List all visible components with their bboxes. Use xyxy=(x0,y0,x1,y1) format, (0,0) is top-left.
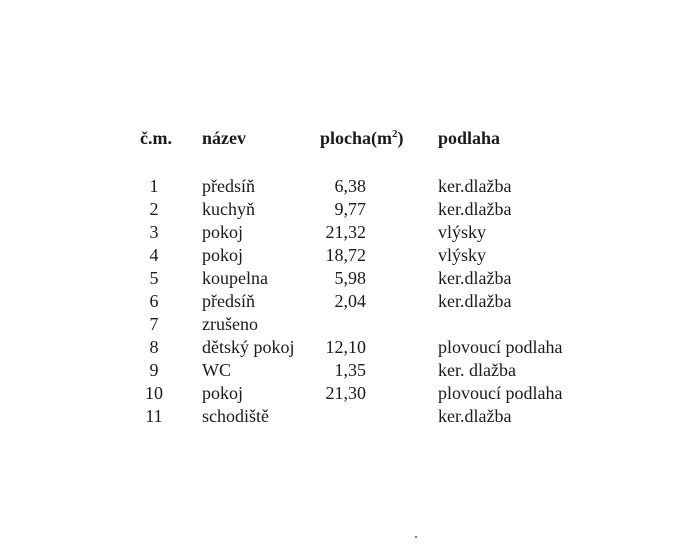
room-number: 4 xyxy=(149,245,159,265)
room-floor: ker.dlažba xyxy=(438,406,512,426)
room-number: 3 xyxy=(149,222,159,242)
room-name: předsíň xyxy=(202,176,255,196)
room-floor: vlýsky xyxy=(438,222,487,242)
table-row xyxy=(140,221,598,244)
table-row xyxy=(140,267,598,290)
room-name: pokoj xyxy=(202,383,244,403)
room-number: 1 xyxy=(149,176,159,196)
room-number: 8 xyxy=(149,337,159,357)
room-name: WC xyxy=(202,360,231,380)
room-area xyxy=(320,313,438,336)
room-number: 11 xyxy=(145,406,163,426)
room-area: 9,77 xyxy=(334,199,366,219)
room-number: 7 xyxy=(149,314,159,334)
room-floor: ker.dlažba xyxy=(438,291,512,311)
header-area xyxy=(320,128,438,154)
room-number: 10 xyxy=(145,383,163,403)
table-row xyxy=(140,382,598,405)
header-row xyxy=(140,128,598,154)
header-area-exponent: 2 xyxy=(392,128,398,140)
room-area: 2,04 xyxy=(334,291,366,311)
room-floor: ker.dlažba xyxy=(438,176,512,196)
room-table xyxy=(140,128,598,428)
table-row xyxy=(140,313,598,336)
room-area: 1,35 xyxy=(334,360,366,380)
room-name: kuchyň xyxy=(202,199,255,219)
room-name: pokoj xyxy=(202,245,244,265)
room-area: 12,10 xyxy=(325,337,366,357)
room-area xyxy=(320,405,438,428)
room-area: 18,72 xyxy=(325,245,366,265)
room-floor: plovoucí podlaha xyxy=(438,337,563,357)
room-number: 2 xyxy=(149,199,159,219)
room-floor: ker. dlažba xyxy=(438,360,516,380)
room-name: předsíň xyxy=(202,291,255,311)
room-floor: vlýsky xyxy=(438,245,487,265)
room-floor: plovoucí podlaha xyxy=(438,383,563,403)
header-area-label: plocha(m xyxy=(320,128,392,148)
header-area-close: ) xyxy=(397,128,404,148)
room-name: pokoj xyxy=(202,222,244,242)
room-area: 21,32 xyxy=(325,222,366,242)
table-row xyxy=(140,336,598,359)
room-name: schodiště xyxy=(202,406,269,426)
spacer-row xyxy=(140,154,598,175)
table-row xyxy=(140,359,598,382)
room-area: 21,30 xyxy=(325,383,366,403)
room-number: 9 xyxy=(149,360,159,380)
header-floor: podlaha xyxy=(438,128,501,148)
room-name: dětský pokoj xyxy=(202,337,295,357)
table-row xyxy=(140,175,598,198)
room-floor: ker.dlažba xyxy=(438,268,512,288)
room-floor xyxy=(438,313,598,336)
room-area: 6,38 xyxy=(334,176,366,196)
room-floor: ker.dlažba xyxy=(438,199,512,219)
table-row xyxy=(140,405,598,428)
room-number: 6 xyxy=(149,291,159,311)
table-row xyxy=(140,244,598,267)
header-room-number: č.m. xyxy=(140,128,172,148)
room-name: zrušeno xyxy=(202,314,258,334)
table-row xyxy=(140,198,598,221)
scan-speck xyxy=(415,536,417,538)
room-area: 5,98 xyxy=(334,268,366,288)
header-name: název xyxy=(202,128,246,148)
room-name: koupelna xyxy=(202,268,268,288)
table-row xyxy=(140,290,598,313)
room-number: 5 xyxy=(149,268,159,288)
